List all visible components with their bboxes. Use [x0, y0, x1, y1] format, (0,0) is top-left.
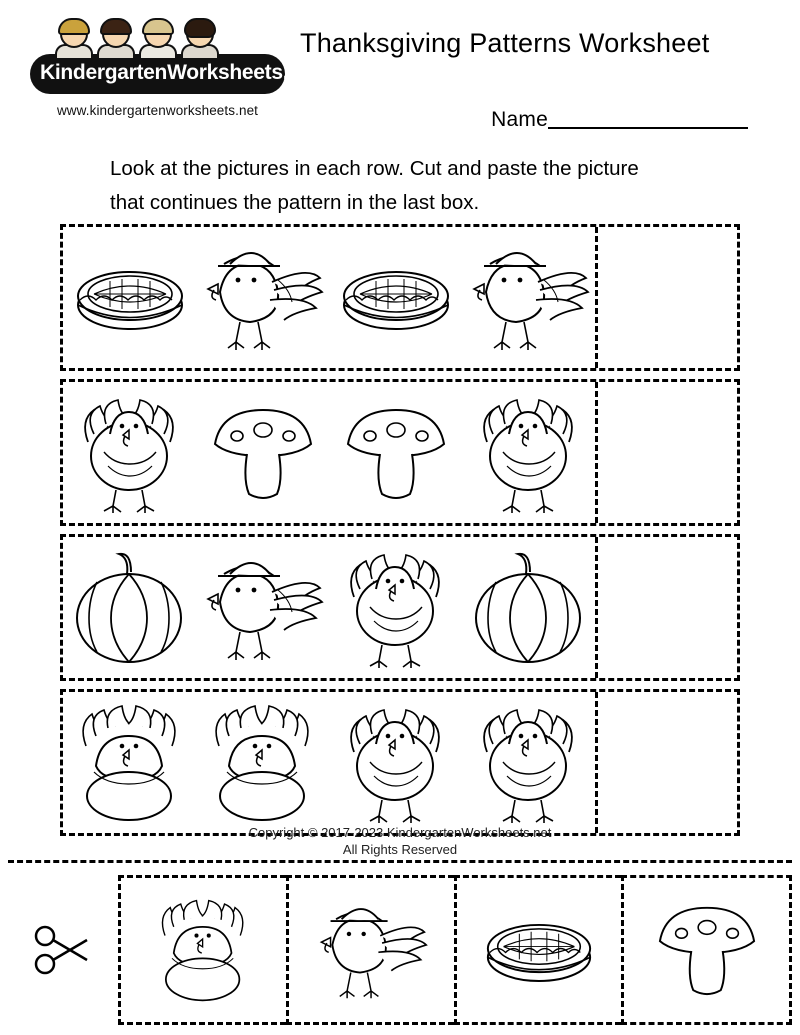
cut-piece-mushroom[interactable]	[621, 875, 792, 1025]
answer-box-row-1[interactable]	[595, 227, 737, 368]
logo-url-text: www.kindergartenworksheets.net	[56, 103, 259, 118]
pattern-cell-turkey	[462, 382, 595, 523]
pattern-row-4	[60, 689, 740, 836]
footer-copyright	[0, 824, 800, 858]
pattern-cell-turkey-sitting	[196, 692, 329, 833]
instructions-line-2: that continues the pattern in the last box.	[110, 191, 480, 214]
page-title: Thanksgiving Patterns Worksheet	[300, 28, 710, 58]
pattern-cell-turkey	[462, 692, 595, 833]
pattern-cell-mushroom	[196, 382, 329, 523]
pattern-cell-pumpkin	[462, 537, 595, 678]
pattern-cell-pie	[63, 227, 196, 368]
pattern-cell-turkey-pilgrim	[196, 537, 329, 678]
pattern-cell-turkey	[329, 692, 462, 833]
cut-line-divider	[8, 860, 792, 863]
pattern-cell-turkey	[329, 537, 462, 678]
name-input-line[interactable]	[548, 111, 748, 129]
answer-box-row-3[interactable]	[595, 537, 737, 678]
rights-line: All Rights Reserved	[342, 842, 458, 857]
pattern-row-2	[60, 379, 740, 526]
logo-brand-text: KindergartenWorksheets.net	[30, 54, 285, 94]
pattern-cell-mushroom	[329, 382, 462, 523]
cut-out-pieces	[118, 875, 792, 1025]
pattern-cell-turkey-pilgrim	[196, 227, 329, 368]
name-label: Name	[491, 108, 548, 131]
site-logo	[30, 18, 319, 118]
pattern-row-1	[60, 224, 740, 371]
pattern-cell-turkey-pilgrim	[462, 227, 595, 368]
instructions-line-1: Look at the pictures in each row. Cut and paste the picture	[110, 157, 639, 180]
cut-piece-turkey-pilgrim[interactable]	[286, 875, 454, 1025]
pattern-cell-turkey	[63, 382, 196, 523]
cut-out-strip	[8, 872, 792, 1027]
scissors-icon	[8, 922, 118, 978]
pattern-rows	[60, 224, 740, 844]
pattern-cell-pie	[329, 227, 462, 368]
pattern-row-3	[60, 534, 740, 681]
pattern-cell-pumpkin	[63, 537, 196, 678]
copyright-line: Copyright © 2017-2023 KindergartenWorksheets.net	[248, 825, 552, 840]
four-children-icon	[53, 18, 263, 58]
name-field-row	[491, 108, 748, 132]
pattern-cell-turkey-sitting	[63, 692, 196, 833]
answer-box-row-4[interactable]	[595, 692, 737, 833]
instructions	[110, 152, 720, 220]
answer-box-row-2[interactable]	[595, 382, 737, 523]
cut-piece-pie[interactable]	[454, 875, 622, 1025]
page-header	[0, 0, 800, 150]
cut-piece-turkey-sitting[interactable]	[118, 875, 286, 1025]
